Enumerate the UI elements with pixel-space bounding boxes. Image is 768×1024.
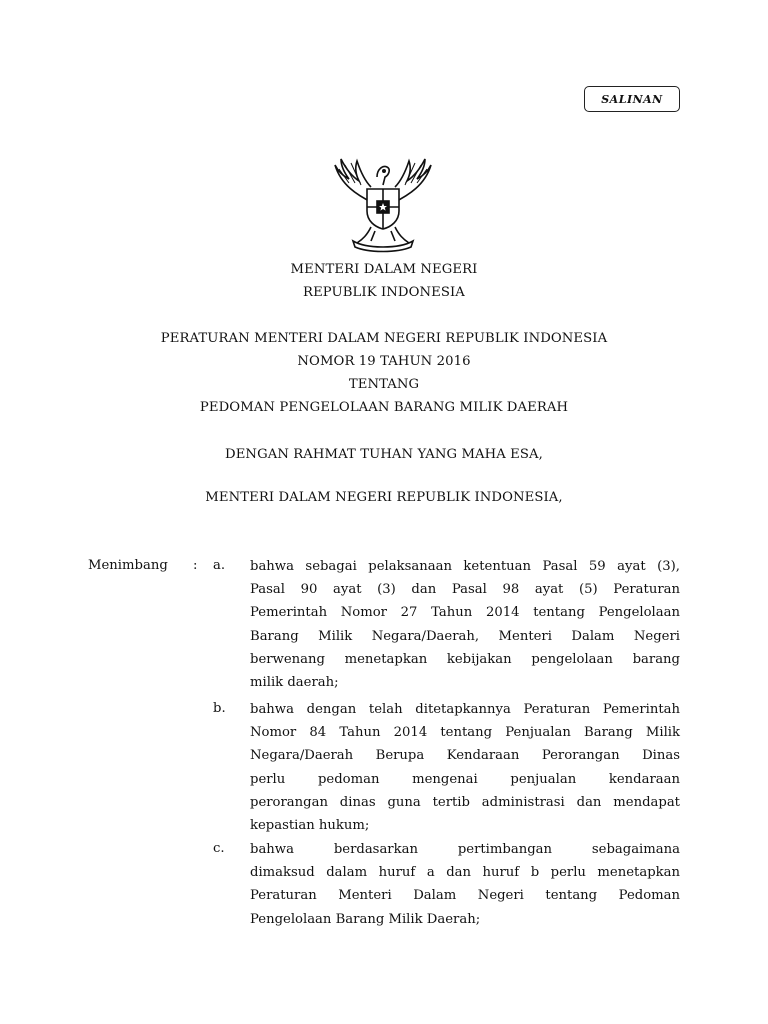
- paragraph-line: dimaksud dalam huruf a dan huruf b perlu menetapkan: [250, 865, 680, 881]
- paragraph-line: Pemerintah Nomor 27 Tahun 2014 tentang Pengelolaan: [250, 605, 680, 621]
- paragraph-line: Pasal 90 ayat (3) dan Pasal 98 ayat (5) Peraturan: [250, 582, 680, 598]
- header-line-1: MENTERI DALAM NEGERI: [290, 262, 478, 277]
- considering-colon: :: [193, 558, 198, 573]
- considering-label: Menimbang: [88, 558, 168, 573]
- paragraph-line: perlu pedoman mengenai penjualan kendaraan: [250, 771, 680, 787]
- garuda-emblem-icon: [327, 155, 439, 255]
- paragraph-line: Negara/Daerah Berupa Kendaraan Perorangan Dinas: [250, 748, 680, 764]
- paragraph-line: milik daerah;: [250, 674, 339, 690]
- paragraph-line: berwenang menetapkan kebijakan pengelolaan barang: [250, 651, 680, 667]
- item-c-letter: c.: [213, 841, 225, 856]
- paragraph-line: perorangan dinas guna tertib administrasi dan mendapat: [250, 794, 680, 810]
- paragraph-line: Pengelolaan Barang Milik Daerah;: [250, 911, 481, 927]
- opening-line-1: DENGAN RAHMAT TUHAN YANG MAHA ESA,: [225, 447, 543, 462]
- paragraph-line: Barang Milik Negara/Daerah, Menteri Dalam Negeri: [250, 628, 680, 644]
- paragraph-line: bahwa berdasarkan pertimbangan sebagaimana: [250, 842, 680, 857]
- title-line-1: PERATURAN MENTERI DALAM NEGERI REPUBLIK INDONESIA: [160, 331, 608, 346]
- item-b-paragraph: [250, 698, 680, 837]
- paragraph-line: bahwa dengan telah ditetapkannya Peraturan Pemerintah: [250, 702, 680, 717]
- paragraph-line: kepastian hukum;: [250, 817, 370, 833]
- title-line-4: PEDOMAN PENGELOLAAN BARANG MILIK DAERAH: [199, 400, 569, 415]
- paragraph-line: bahwa sebagai pelaksanaan ketentuan Pasal 59 ayat (3),: [250, 559, 680, 574]
- item-a-letter: a.: [213, 558, 226, 573]
- item-b-letter: b.: [213, 701, 226, 716]
- header-line-2: REPUBLIK INDONESIA: [303, 285, 465, 300]
- item-a-paragraph: [250, 555, 680, 694]
- salinan-stamp: SALINAN: [584, 86, 680, 112]
- paragraph-line: Peraturan Menteri Dalam Negeri tentang Pedoman: [250, 888, 680, 904]
- opening-line-2: MENTERI DALAM NEGERI REPUBLIK INDONESIA,: [205, 490, 563, 505]
- title-line-2: NOMOR 19 TAHUN 2016: [297, 354, 471, 369]
- item-c-paragraph: [250, 838, 680, 931]
- paragraph-line: Nomor 84 Tahun 2014 tentang Penjualan Barang Milik: [250, 725, 680, 741]
- title-line-3: TENTANG: [348, 377, 420, 392]
